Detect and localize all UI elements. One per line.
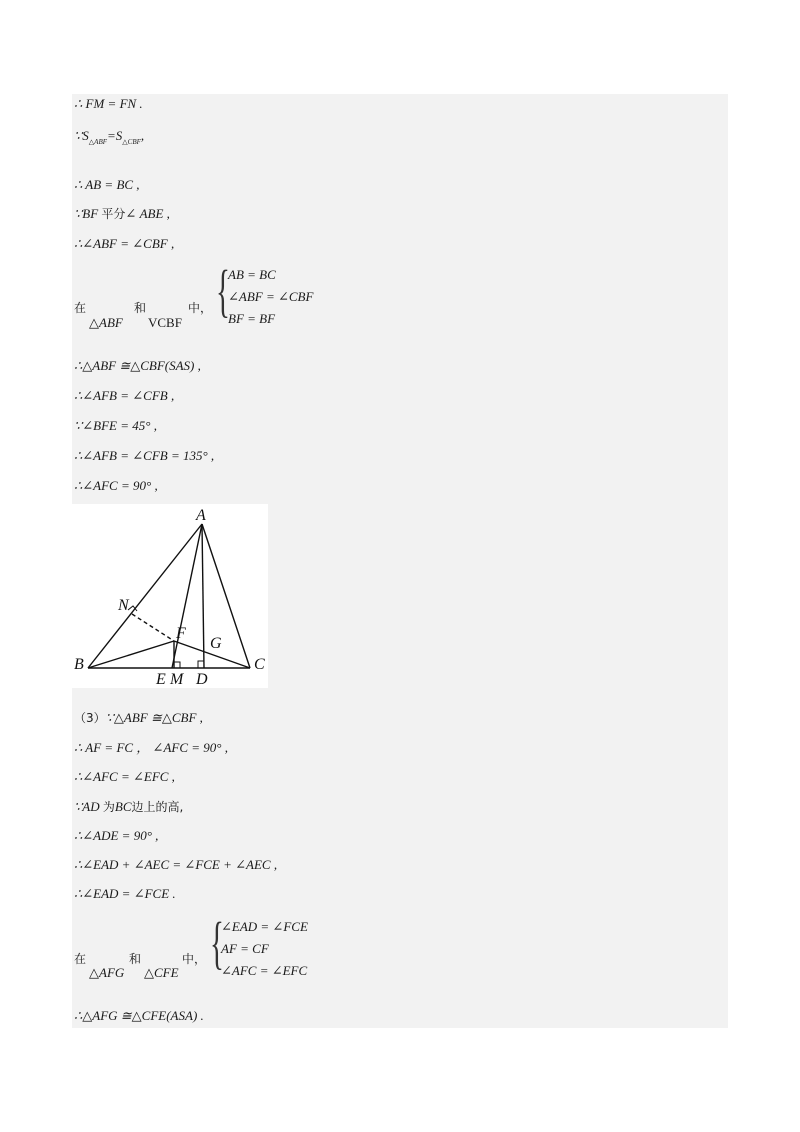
brace-icon: { bbox=[210, 910, 224, 975]
proof-line: ∴∠EAD = ∠FCE . bbox=[74, 886, 176, 901]
he-label: 和 bbox=[129, 952, 142, 966]
proof-line: ∴∠ADE = 90° , bbox=[74, 828, 159, 843]
system-equations bbox=[221, 916, 308, 982]
triangle-label: △AFG bbox=[89, 965, 125, 980]
equation: AB = BC bbox=[228, 267, 276, 282]
segment-AE bbox=[172, 524, 202, 668]
zhong-label: 中， bbox=[188, 301, 213, 315]
proof-line: ∴∠AFB = ∠CFB , bbox=[74, 388, 175, 403]
proof-line: ∴∠AFB = ∠CFB = 135° , bbox=[74, 448, 215, 463]
proof-line: ∴ AB = BC , bbox=[74, 177, 140, 192]
proof-line: ∴∠AFC = ∠EFC , bbox=[74, 769, 175, 784]
system-equations bbox=[228, 264, 313, 330]
proof-line: ∴ FM = FN . bbox=[74, 96, 143, 111]
segment-AD bbox=[202, 524, 204, 668]
label-D: D bbox=[196, 671, 208, 688]
label-B: B bbox=[74, 656, 84, 673]
right-angle-D bbox=[198, 661, 204, 668]
segment-AB bbox=[88, 524, 202, 668]
label-A: A bbox=[196, 507, 206, 524]
equation: BF = BF bbox=[228, 311, 276, 326]
zhong-label: 中， bbox=[182, 952, 207, 966]
label-F: F bbox=[176, 625, 186, 642]
proof-line: ∵BF 平分∠ ABE , bbox=[74, 206, 170, 221]
label-G: G bbox=[210, 635, 222, 652]
proof-line: ∵AD 为BC边上的高, bbox=[74, 799, 184, 814]
triangle-label: △ABF bbox=[89, 315, 123, 330]
proof-line: ∴∠ABF = ∠CBF , bbox=[74, 236, 175, 251]
brace-icon: { bbox=[216, 258, 230, 323]
equation: ∠EAD = ∠FCE bbox=[221, 919, 308, 934]
proof-line: $\because S_{\triangle ABF}=S_{\triangle CBF}$, bbox=[74, 128, 145, 146]
proof-line: ∴ AF = FC ， ∠AFC = 90° , bbox=[74, 740, 228, 755]
label-M: M bbox=[170, 671, 184, 688]
segment-BF bbox=[88, 641, 174, 668]
label-E: E bbox=[156, 671, 166, 688]
label-N: N bbox=[118, 597, 129, 614]
label-C: C bbox=[254, 656, 265, 673]
proof-line: （3）∵△ABF ≅△CBF , bbox=[74, 710, 203, 725]
proof-line: ∴△AFG ≅△CFE(ASA) . bbox=[74, 1008, 204, 1023]
proof-line: ∵∠BFE = 45° , bbox=[74, 418, 157, 433]
zai-label: 在 bbox=[74, 301, 87, 315]
proof-line: ∴∠AFC = 90° , bbox=[74, 478, 158, 493]
he-label: 和 bbox=[134, 301, 147, 315]
proof-line: ∴△ABF ≅△CBF(SAS) , bbox=[74, 358, 201, 373]
triangle-label: △CFE bbox=[144, 965, 179, 980]
segment-FN-dashed bbox=[132, 614, 174, 641]
equation: ∠AFC = ∠EFC bbox=[221, 963, 308, 978]
proof-line: ∴∠EAD + ∠AEC = ∠FCE + ∠AEC , bbox=[74, 857, 278, 872]
equation: ∠ABF = ∠CBF bbox=[228, 289, 314, 304]
triangle-label: VCBF bbox=[148, 315, 182, 330]
geometry-figure bbox=[72, 504, 268, 688]
right-angle-M bbox=[174, 662, 180, 668]
equation: AF = CF bbox=[221, 941, 269, 956]
zai-label: 在 bbox=[74, 952, 87, 966]
